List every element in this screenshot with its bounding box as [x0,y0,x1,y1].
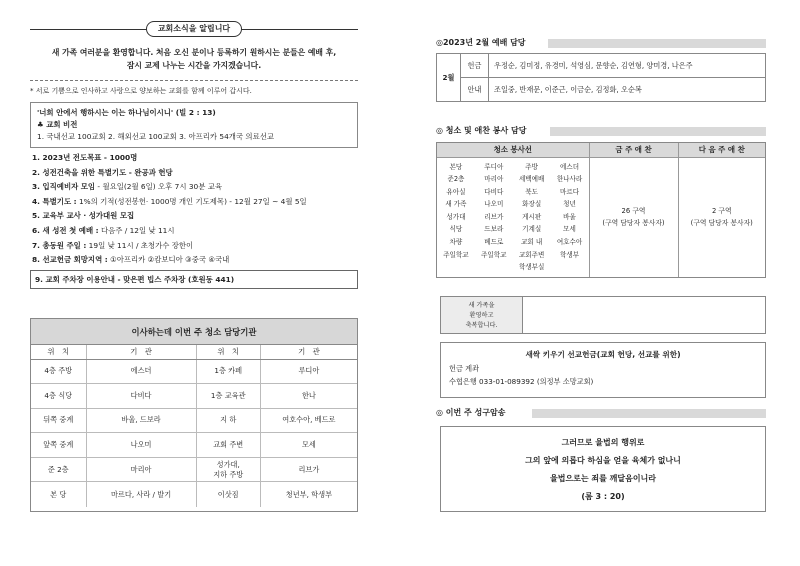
table-cell: 나오미 [86,433,196,458]
table-cell: 에스더 [86,359,196,384]
next-week-note: (구역 담당자 봉사자) [690,219,753,228]
new-family-names-area [523,297,765,333]
volunteer-entry: 기계실 [522,225,542,234]
announcement-item [32,180,358,195]
worship-title-text: ◎2023년 2월 예배 담당 [436,38,526,47]
volunteer-entry: 준2층 [447,175,465,184]
volunteer-entry: 새 가족 [445,200,467,209]
table-cell: 청년부, 학생부 [285,489,333,499]
volunteer-title [436,124,766,138]
table-cell: 이삿짐 [196,482,260,507]
announcement-item [32,253,358,268]
volunteer-entry: 게시판 [522,212,542,221]
volunteer-entry: 한나사라 [556,175,583,184]
item-detail: 19일 낮 11시 / 초청가수 장한이 [86,240,194,250]
table-cell: 앞쪽 중계 [31,433,86,458]
announcement-item [32,224,358,239]
table-cell: 다비다 [86,384,196,409]
item-title: 3. 입직예비자 모임 [32,182,96,192]
volunteer-entry: 베드로 [484,238,504,247]
cleaning-volunteer-cell [437,157,589,277]
group-column [557,161,582,274]
this-week-group: 26 구역 [621,207,646,216]
item-title: 5. 교육부 교사 · 성가대원 모집 [32,211,135,221]
table-row [31,482,357,507]
volunteer-title-text: ◎ 청소 및 애찬 봉사 담당 [436,126,527,135]
volunteer-entry: 본당 [449,162,463,171]
role-cell: 안내 [461,78,489,102]
volunteer-entry: 주일학교 [443,250,469,259]
new-family-label [441,297,523,333]
memory-verse-title [436,406,766,420]
worship-duty-section [436,36,766,102]
title-bar [548,39,766,48]
item-title: 1. 2023년 전도목표 - 1000명 [32,153,138,162]
parking-notice: 9. 교회 주차장 이용안내 - 맞은편 빕스 주차장 (호원동 441) [30,270,358,289]
table-cell: 루디아 [260,359,357,384]
announcement-item [32,239,358,254]
volunteer-entry: 학생부 [560,250,580,259]
verse-line: 그의 앞에 의롭다 하심을 얻을 육체가 없나니 [525,456,681,465]
table-cell: 지 하 [196,408,260,433]
mission-title: 새싹 키우기 선교헌금(교회 헌당, 선교를 위한) [525,350,681,359]
table-cell: 한나 [260,384,357,409]
col-header: 다 음 주 애 찬 [678,143,765,157]
table-row [31,408,357,433]
welcome-line-1: 새 가족 여러분을 환영합니다. 처음 오신 분이나 등록하기 원하시는 분들은 예배 후, [51,48,337,57]
volunteer-entry: 리브가 [484,212,504,221]
item-title: 6. 새 성전 첫 예배 : [32,225,99,235]
verse-line: 율법으로는 죄를 깨달음이니라 [549,474,657,483]
item-detail: - 월요일(2월 6일) 오후 7시 30분 교육 [95,182,223,192]
memory-verse-box [440,426,766,512]
greeting-note: * 서로 기쁨으로 인사하고 사랑으로 양보하는 교회를 함께 이루어 갑시다. [30,87,252,95]
news-title: 교회소식을 알립니다 [146,21,242,37]
volunteer-entry: 주일학교 [481,250,507,259]
volunteer-entry: 북도 [525,187,539,196]
volunteer-entry: 차량 [449,238,463,247]
table-cell: 성가대, 지하 주방 [196,457,260,482]
volunteer-entry: 마리아 [484,175,504,184]
volunteer-entry: 학생부실 [518,263,545,272]
volunteer-entry: 교회주변 [518,250,545,259]
welcome-message [30,46,358,72]
volunteer-entry: 유아실 [446,187,466,196]
group-column [481,161,506,274]
col-header: 위 치 [196,345,260,359]
label-line: 새 가족을 [468,302,495,309]
volunteer-entry: 성가대 [446,212,466,221]
table-cell: 바울, 드보라 [86,408,196,433]
announcement-item [32,166,358,181]
table-cell: 마리아 [86,457,196,482]
news-header [30,20,358,38]
volunteer-entry: 바울 [563,212,576,221]
table-row [31,457,357,482]
table-cell: 준 2층 [31,457,86,482]
table-cell: 마르다, 사라 / 발기 [86,482,196,507]
table-cell: 4층 식당 [31,384,86,409]
volunteer-entry: 다비다 [484,187,504,196]
account-number: 수협은행 033-01-089392 (의정부 소망교회) [449,377,594,386]
announcement-item [32,209,358,224]
label-line: 축복합니다. [465,322,498,329]
area-column [443,161,468,274]
table-cell: 1층 교육관 [196,384,260,409]
volunteer-entry: 드보라 [484,225,504,234]
item-title: 4. 특별기도 : [32,196,77,206]
table-cell: 모세 [260,433,357,458]
this-week-meal-cell [589,157,678,277]
table-row [31,359,357,384]
welcome-line-2: 잠시 교제 나누는 시간을 가지겠습니다. [126,61,262,70]
volunteer-entry: 에스더 [560,162,580,171]
names-cell: 조일중, 반재문, 이준근, 이금순, 김정화, 오순복 [489,78,766,102]
announcement-list [30,151,358,268]
verse-line: 그러므로 율법의 행위로 [561,438,645,447]
title-bar [532,409,766,418]
volunteer-entry: 마르다 [560,187,580,196]
cleaning-duty-table [30,318,358,512]
table-row [31,384,357,409]
item-detail: 다음주 / 12일 낮 11시 [98,225,175,235]
area-column [519,161,544,274]
volunteer-entry: 청년 [563,200,576,209]
item-detail: 1%의 기적(성전봉헌· 1000명 개인 기도제목) - 12월 27일 ~ 4월 5일 [76,196,307,206]
table-cell: 여호수아, 베드로 [260,408,357,433]
col-header: 기 관 [260,345,357,359]
volunteer-table [436,142,766,278]
vision-verse: '너희 안에서 행하시는 이는 하나님이시니' (빌 2 : 13) [37,108,216,117]
volunteer-entry: 주방 [525,162,539,171]
table-cell: 4층 주방 [31,359,86,384]
mission-offering-box [440,342,766,398]
vision-detail: 1. 국내선교 100교회 2. 해외선교 100교회 3. 아프리카 54개국 의료선교 [37,132,274,141]
label-line: 환영하고 [469,312,494,319]
item-title: 2. 성전건축을 위한 특별기도 - 완공과 헌당 [32,167,173,177]
title-bar [550,127,766,136]
role-cell: 헌금 [461,54,489,78]
item-title: 7. 총동원 주일 : [32,240,87,250]
volunteer-entry: 식당 [449,225,463,234]
announcement-item [32,195,358,210]
table-row [31,433,357,458]
cleaning-grid [31,345,357,507]
volunteer-entry: 교회 내 [521,238,543,247]
dashed-divider [30,80,358,81]
names-cell: 우정순, 김미정, 유경미, 석영심, 문향순, 김연형, 양미경, 나은주 [489,54,766,78]
announcement-item [32,151,358,166]
memory-title-text: ◎ 이번 주 성구암송 [436,408,506,417]
item-title: 8. 선교헌금 회망지역 : [32,255,108,265]
table-cell: 뒤쪽 중계 [31,408,86,433]
volunteer-entry: 여호수아 [556,238,583,247]
this-week-note: (구역 담당자 봉사자) [602,219,665,228]
volunteer-entry: 화장실 [522,200,542,209]
account-label: 헌금 계좌 [449,364,480,373]
volunteer-entry: 루디아 [484,162,504,171]
table-cell: 1층 카페 [196,359,260,384]
col-header: 위 치 [31,345,86,359]
next-week-group: 2 구역 [711,207,732,216]
next-week-meal-cell [678,157,765,277]
left-page [30,20,358,289]
volunteer-entry: 세백예배 [518,175,545,184]
volunteer-entry: 모세 [563,225,576,234]
col-header: 금 주 애 찬 [589,143,678,157]
vision-title: ♣ 교회 비전 [37,120,78,129]
item-detail: ①아프리카 ②캄보디아 ③중국 ④국내 [107,255,230,265]
volunteer-entry: 나오미 [484,200,504,209]
table-cell: 리브가 [260,457,357,482]
col-header: 청소 봉사선 [437,143,589,157]
cleaning-title: 이사하는데 이번 주 청소 담당기관 [31,319,357,345]
cleaning-rows [31,359,357,507]
table-cell: 교회 주변 [196,433,260,458]
table-cell: 본 당 [31,482,86,507]
vision-box [30,102,358,148]
verse-reference: (롬 3 : 20) [581,492,625,501]
month-cell: 2월 [437,54,461,102]
col-header: 기 관 [86,345,196,359]
worship-duty-table [436,53,766,102]
worship-title [436,36,766,50]
new-family-box [440,296,766,334]
